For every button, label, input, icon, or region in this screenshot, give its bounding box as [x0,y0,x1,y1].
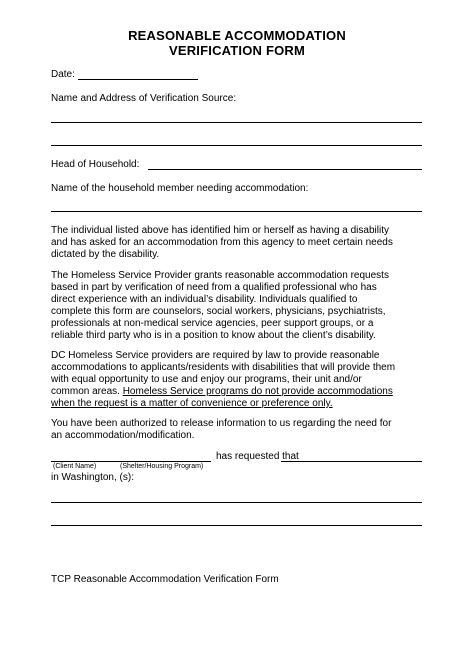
requested-accommodation-line[interactable] [281,461,422,462]
paragraph-line: professionals at non-medical service agencies, peer support groups, or a [51,318,374,329]
head-of-household-label: Head of Household: [51,159,140,170]
paragraph-line: The individual listed above has identified him or herself as having a disability [51,225,389,236]
paragraph-line: You have been authorized to release information to us regarding the need for [51,418,392,429]
paragraph-line: reliable third party who is in a position to know about the client’s disability. [51,330,376,341]
paragraph-authorization [51,418,431,442]
verification-source-label: Name and Address of Verification Source: [51,93,237,104]
verification-source-line-1[interactable] [51,122,422,123]
paragraph-line: based in part by verification of need from a qualified professional who has [51,282,377,293]
paragraph-disability-identified [51,225,431,261]
in-washington-text: in Washington, (s): [51,472,134,483]
paragraph-line: an accommodation/modification. [51,430,195,441]
head-of-household-line[interactable] [148,169,422,170]
paragraph-legal-requirement [51,350,431,410]
paragraph-line: and has asked for an accommodation from this agency to meet certain needs [51,237,393,248]
household-member-line[interactable] [51,211,422,212]
form-title-line1: REASONABLE ACCOMMODATION [128,28,346,43]
client-shelter-line[interactable] [51,461,211,462]
date-label: Date: [51,69,75,80]
footer-text: TCP Reasonable Accommodation Verification Form [51,574,279,585]
paragraph-line: dictated by the disability. [51,249,160,260]
has-requested-text: has requested that [216,451,299,462]
household-member-label: Name of the household member needing accommodation: [51,183,309,194]
verification-source-line-2[interactable] [51,145,422,146]
paragraph-text: common areas. [51,386,123,397]
paragraph-line: with equal opportunity to use and enjoy our programs, their unit and/or [51,374,362,385]
form-title-line2: VERIFICATION FORM [168,43,306,58]
paragraph-provider-grants [51,270,431,342]
paragraph-line: accommodations to applicants/residents with disabilities that will provide them [51,362,396,373]
paragraph-line: direct experience with an individual’s disability. Individuals qualified to [51,294,358,305]
underlined-text: when the request is a matter of convenience or preference only. [51,398,333,409]
shelter-caption: (Shelter/Housing Program) [120,463,204,470]
accommodation-line-1[interactable] [51,502,422,503]
accommodation-line-2[interactable] [51,525,422,526]
client-name-caption: (Client Name) [53,463,97,470]
underlined-text: Homeless Service programs do not provide accommodations [122,386,393,397]
paragraph-line: The Homeless Service Provider grants reasonable accommodation requests [51,270,389,281]
paragraph-line: DC Homeless Service providers are required by law to provide reasonable [51,350,380,361]
date-field-line[interactable] [78,79,198,80]
paragraph-line [51,386,431,398]
paragraph-line: complete this form are counselors, social workers, physicians, psychiatrists, [51,306,386,317]
